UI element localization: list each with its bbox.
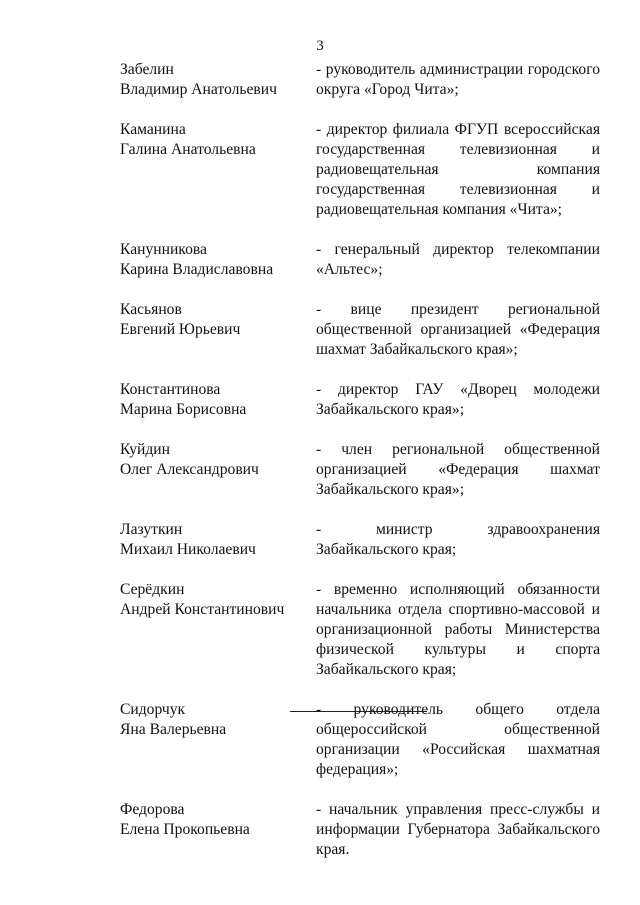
- member-name: [120, 700, 316, 780]
- member-given-names: Елена Прокопьевна: [120, 821, 250, 838]
- member-entry: [120, 440, 600, 500]
- member-name: [120, 440, 316, 500]
- member-entry: [120, 60, 600, 100]
- member-given-names: Марина Борисовна: [120, 401, 247, 418]
- member-entry: [120, 120, 600, 220]
- member-role: - руководитель администрации городского округа «Город Чита»;: [316, 61, 600, 98]
- member-surname: Константинова: [120, 381, 221, 398]
- member-surname: Федорова: [120, 801, 185, 818]
- member-name: [120, 120, 316, 220]
- member-entry: [120, 300, 600, 360]
- member-role: - начальник управления пресс-службы и информации Губернатора Забайкальского края.: [316, 801, 600, 858]
- member-given-names: Андрей Константинович: [120, 601, 285, 618]
- member-given-names: Евгений Юрьевич: [120, 321, 241, 338]
- member-given-names: Галина Анатольевна: [120, 141, 256, 158]
- member-role: - директор филиала ФГУП всероссийская государственная телевизионная и радиовещательная компания государственная телевизионная и радиовещательная компания «Чита»;: [316, 121, 600, 218]
- member-entry: [120, 800, 600, 860]
- member-role: - временно исполняющий обязанности начальника отдела спортивно-массовой и организационной работы Министерства физической культуры и спорта Забайкальского края;: [316, 581, 600, 678]
- member-surname: Куйдин: [120, 441, 170, 458]
- member-surname: Каманина: [120, 121, 186, 138]
- member-entry: [120, 520, 600, 560]
- member-name: [120, 240, 316, 280]
- member-name: [120, 800, 316, 860]
- member-entry: [120, 700, 600, 780]
- member-surname: Забелин: [120, 61, 174, 78]
- member-role: - руководитель общего отдела общероссийской общественной организации «Российская шахматная федерация»;: [316, 701, 600, 778]
- member-name: [120, 60, 316, 100]
- member-given-names: Олег Александрович: [120, 461, 259, 478]
- member-role: - генеральный директор телекомпании «Альтес»;: [316, 241, 600, 278]
- member-given-names: Владимир Анатольевич: [120, 81, 277, 98]
- member-surname: Канунникова: [120, 241, 207, 258]
- member-entry: [120, 580, 600, 680]
- member-surname: Серёдкин: [120, 581, 185, 598]
- member-name: [120, 580, 316, 680]
- member-role: - вице президент региональной общественной организацией «Федерация шахмат Забайкальского края»;: [316, 301, 600, 358]
- member-list: [120, 60, 600, 880]
- member-name: [120, 520, 316, 560]
- member-role: - член региональной общественной организацией «Федерация шахмат Забайкальского края»;: [316, 441, 600, 498]
- member-surname: Касьянов: [120, 301, 182, 318]
- member-given-names: Яна Валерьевна: [120, 721, 227, 738]
- member-entry: [120, 240, 600, 280]
- member-role: - директор ГАУ «Дворец молодежи Забайкальского края»;: [316, 381, 600, 418]
- member-surname: Лазуткин: [120, 521, 183, 538]
- member-name: [120, 300, 316, 360]
- end-of-list-rule: [290, 711, 427, 712]
- page-number: 3: [316, 38, 324, 54]
- member-role: - министр здравоохранения Забайкальского края;: [316, 521, 600, 558]
- member-given-names: Михаил Николаевич: [120, 541, 256, 558]
- member-surname: Сидорчук: [120, 701, 186, 718]
- member-name: [120, 380, 316, 420]
- member-entry: [120, 380, 600, 420]
- member-given-names: Карина Владиславовна: [120, 261, 274, 278]
